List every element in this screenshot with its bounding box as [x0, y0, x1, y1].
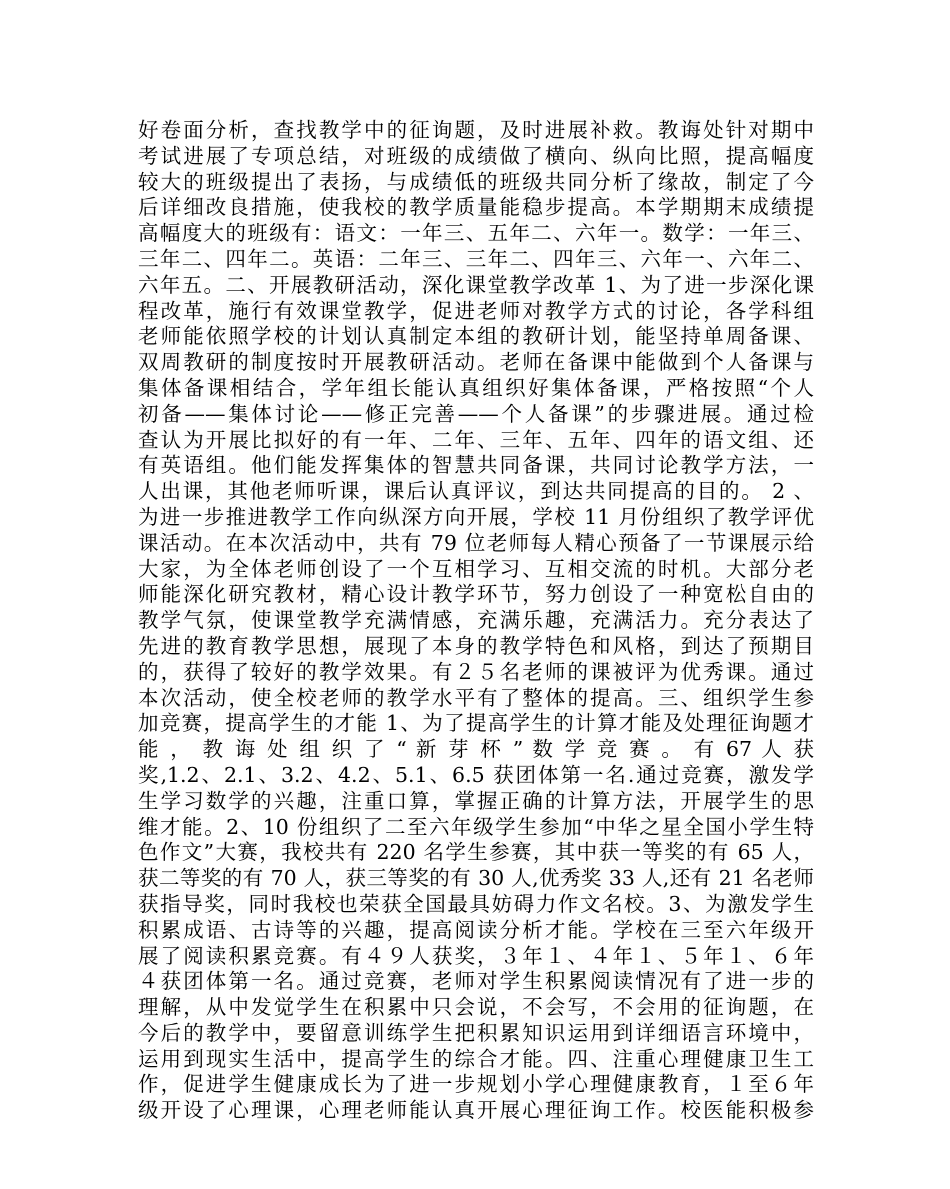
text-line: 奖,1.2、2.1、3.2、4.2、5.1、6.5 获团体第一名.通过竞赛，激发学 [138, 762, 814, 787]
text-line: 较大的班级提出了表扬，与成绩低的班级共同分析了缘故，制定了今 [138, 169, 814, 194]
text-line: 后详细改良措施，使我校的教学质量能稳步提高。本学期期末成绩提 [138, 195, 814, 220]
body-text [138, 118, 814, 1124]
text-line: 课活动。在本次活动中，共有 79 位老师每人精心预备了一节课展示给 [138, 530, 814, 555]
text-line: ４获团体第一名。通过竞赛，老师对学生积累阅读情况有了进一步的 [138, 969, 814, 994]
text-line: 双周教研的制度按时开展教研活动。老师在备课中能做到个人备课与 [138, 350, 814, 375]
text-line: 程改革，施行有效课堂教学，促进老师对教学方式的讨论，各学科组 [138, 298, 814, 323]
text-line: 生学习数学的兴趣，注重口算，掌握正确的计算方法，开展学生的思 [138, 788, 814, 813]
text-line: 教学气氛，使课堂教学充满情感，充满乐趣，充满活力。充分表达了 [138, 608, 814, 633]
text-line: 作，促进学生健康成长为了进一步规划小学心理健康教育，１至６年 [138, 1072, 814, 1097]
text-line: 老师能依照学校的计划认真制定本组的教研计划，能坚持单周备课、 [138, 324, 814, 349]
text-line: 有英语组。他们能发挥集体的智慧共同备课，共同讨论教学方法，一 [138, 453, 814, 478]
text-line: 加竞赛，提高学生的才能 1、为了提高学生的计算才能及处理征询题才 [138, 711, 814, 736]
text-line: 积累成语、古诗等的兴趣，提高阅读分析才能。学校在三至六年级开 [138, 917, 814, 942]
text-line: 展了阅读积累竞赛。有４９人获奖，３年１、４年１、５年１、６年 [138, 943, 814, 968]
text-line: 三年二、四年二。英语：二年三、三年二、四年三、六年一、六年二、 [138, 246, 814, 271]
text-line: 六年五。二、开展教研活动，深化课堂教学改革 1、为了进一步深化课 [138, 272, 814, 297]
text-line: 获二等奖的有 70 人，获三等奖的有 30 人,优秀奖 33 人,还有 21 名老师 [138, 866, 814, 891]
text-line: 大家，为全体老师创设了一个互相学习、互相交流的时机。大部分老 [138, 556, 814, 581]
text-line: 先进的教育教学思想，展现了本身的教学特色和风格，到达了预期目 [138, 633, 814, 658]
text-line: 维才能。2、10 份组织了二至六年级学生参加“中华之星全国小学生特 [138, 814, 814, 839]
text-line: 获指导奖，同时我校也荣获全国最具妨碍力作文名校。3、为激发学生 [138, 891, 814, 916]
text-line: 的，获得了较好的教学效果。有２５名老师的课被评为优秀课。通过 [138, 659, 814, 684]
text-line: 查认为开展比拟好的有一年、二年、三年、五年、四年的语文组、还 [138, 427, 814, 452]
text-line: 本次活动，使全校老师的教学水平有了整体的提高。三、组织学生参 [138, 685, 814, 710]
text-line: 理解，从中发觉学生在积累中只会说，不会写，不会用的征询题，在 [138, 995, 814, 1020]
text-line: 级开设了心理课，心理老师能认真开展心理征询工作。校医能积极参 [138, 1098, 814, 1123]
text-line: 为进一步推进教学工作向纵深方向开展，学校 11 月份组织了教学评优 [138, 504, 814, 529]
text-line: 初备——集体讨论——修正完善——个人备课”的步骤进展。通过检 [138, 401, 814, 426]
text-line: 运用到现实生活中，提高学生的综合才能。四、注重心理健康卫生工 [138, 1046, 814, 1071]
text-line: 能 ， 教 诲 处 组 织 了 “ 新 芽 杯 ” 数 学 竞 赛 。 有 67 人 获 [138, 737, 814, 762]
text-line: 集体备课相结合，学年组长能认真组织好集体备课，严格按照“个人 [138, 375, 814, 400]
text-line: 好卷面分析，查找教学中的征询题，及时进展补救。教诲处针对期中 [138, 118, 814, 142]
text-line: 色作文”大赛，我校共有 220 名学生参赛，其中获一等奖的有 65 人， [138, 840, 814, 865]
text-line: 考试进展了专项总结，对班级的成绩做了横向、纵向比照，提高幅度 [138, 143, 814, 168]
text-line: 今后的教学中，要留意训练学生把积累知识运用到详细语言环境中， [138, 1020, 814, 1045]
text-line: 师能深化研究教材，精心设计教学环节，努力创设了一种宽松自由的 [138, 582, 814, 607]
text-line: 人出课，其他老师听课，课后认真评议，到达共同提高的目的。 2 、 [138, 479, 814, 504]
text-line: 高幅度大的班级有：语文：一年三、五年二、六年一。数学：一年三、 [138, 221, 814, 246]
